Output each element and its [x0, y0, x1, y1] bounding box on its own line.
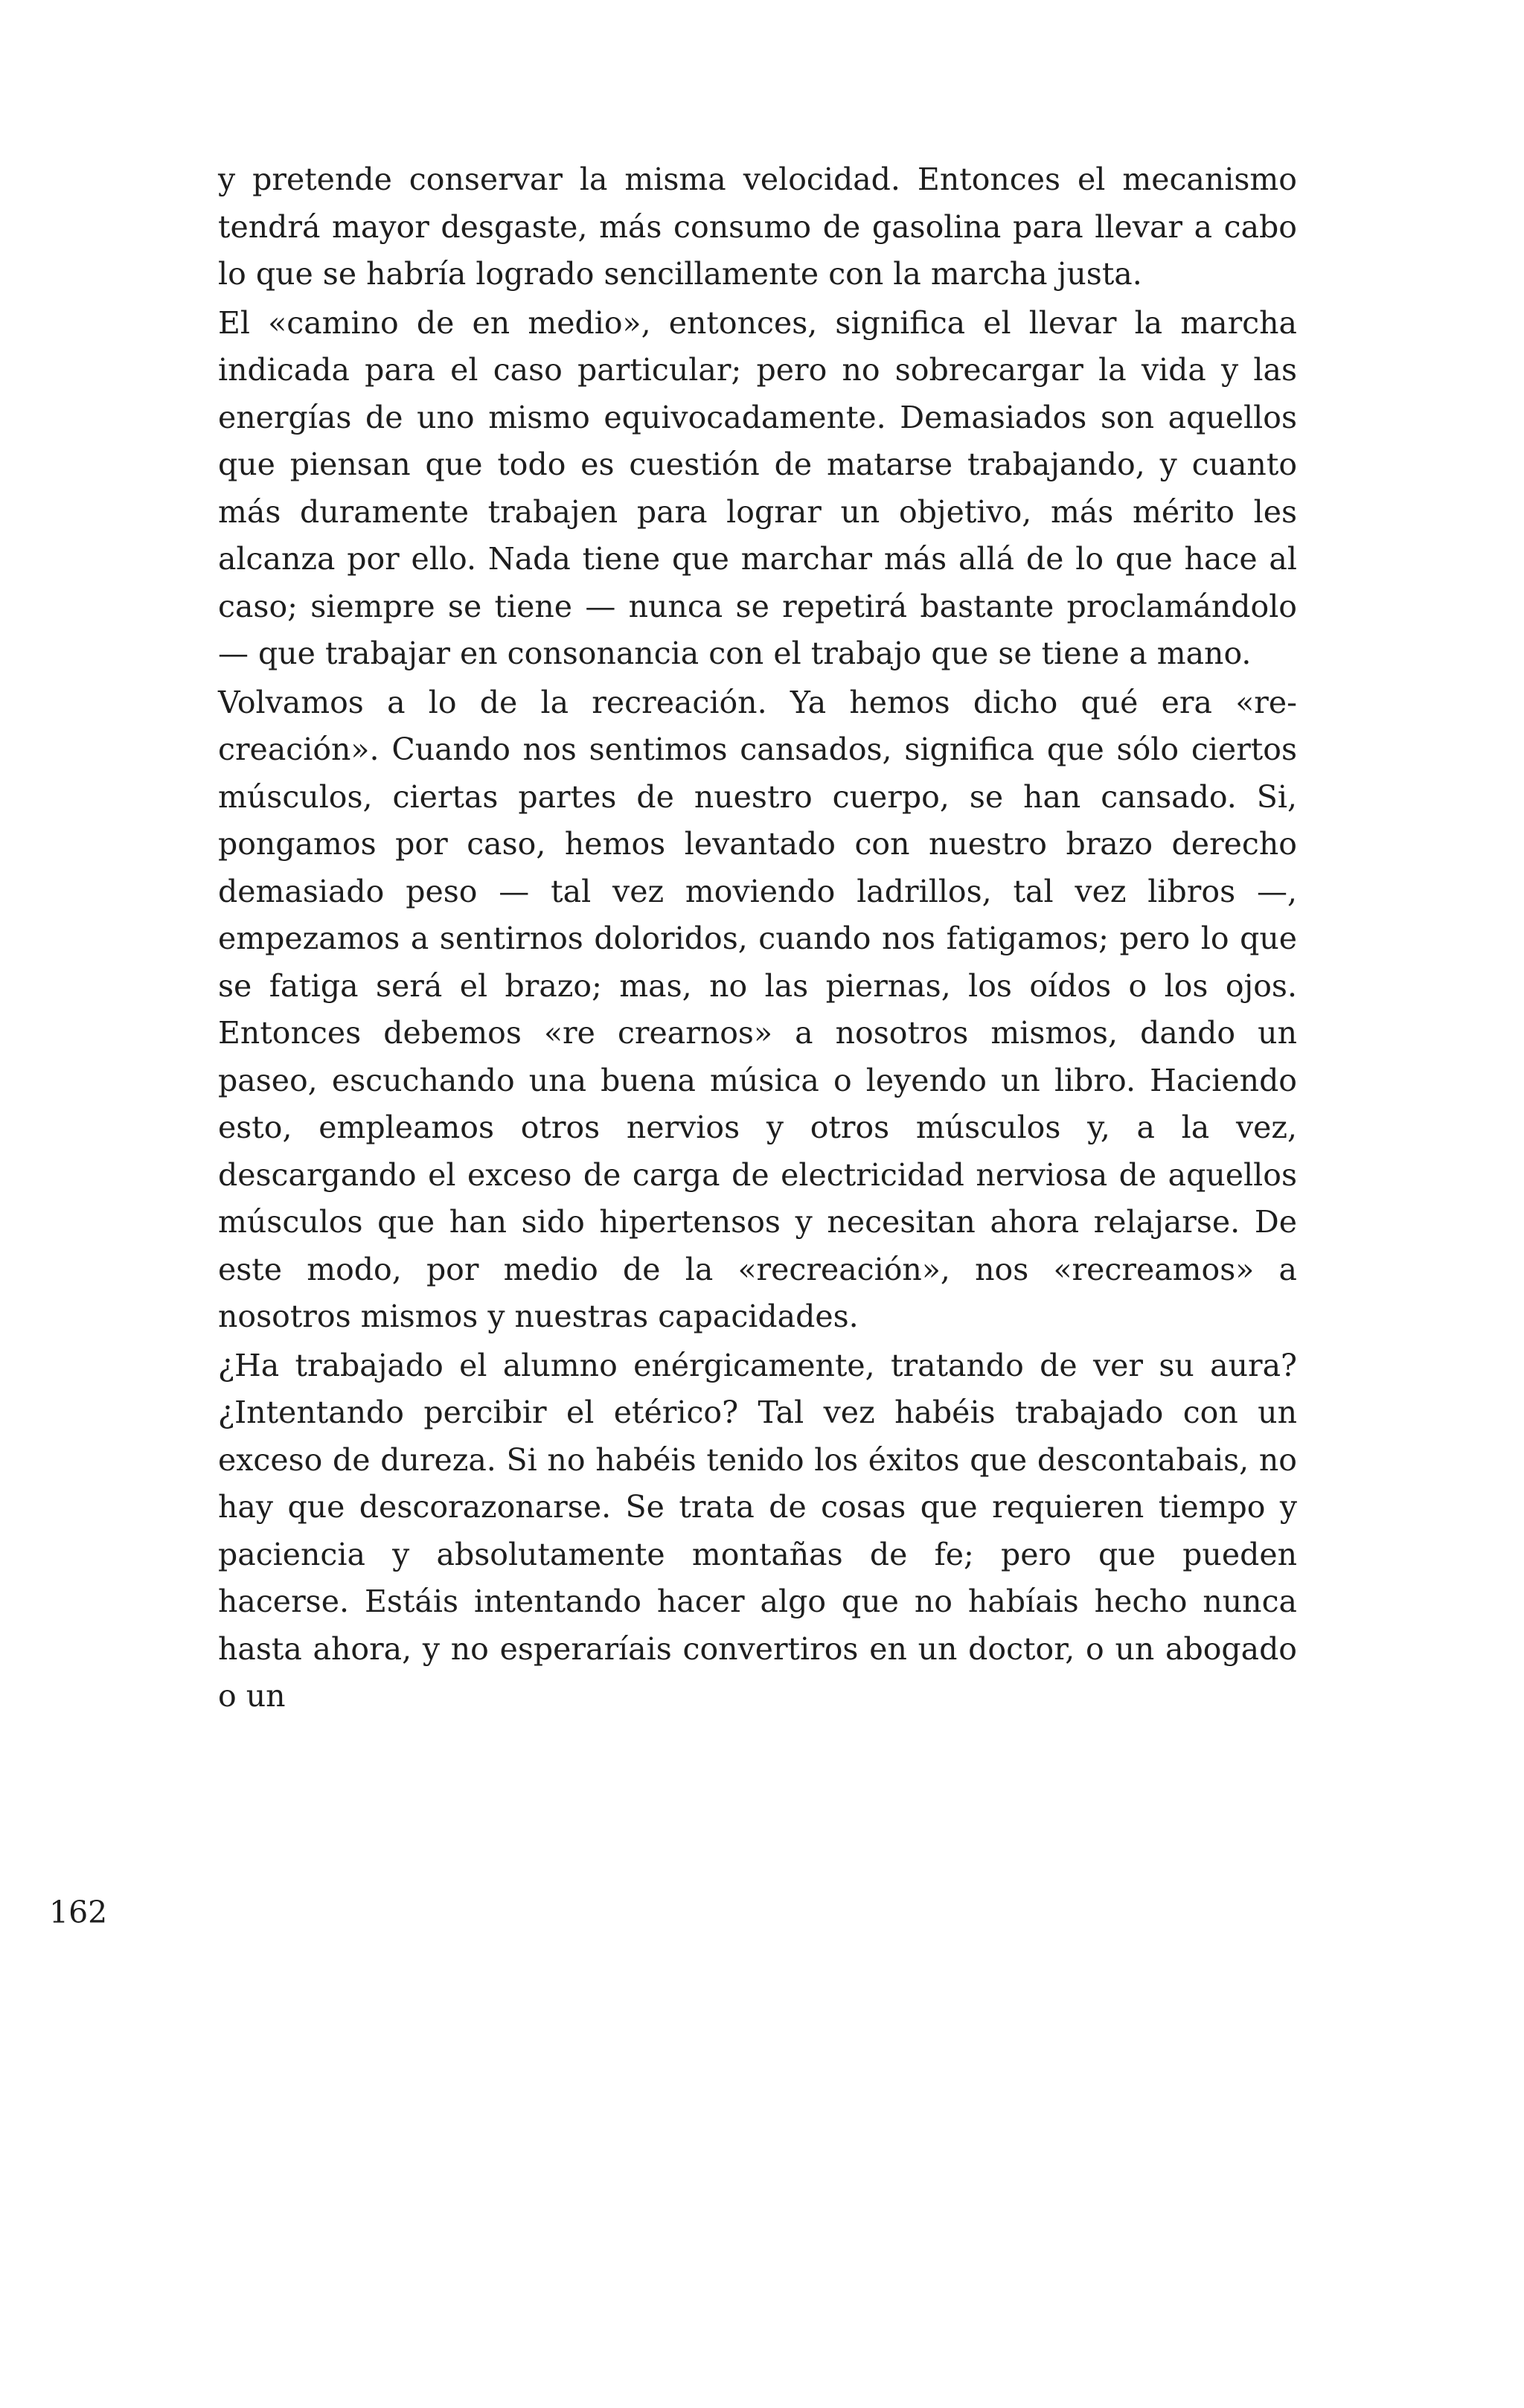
- paragraph-1: y pretende conservar la misma velocidad. Entonces el mecanismo tendrá mayor desgaste, más consumo de gasolina para llevar a cabo lo que se habría logrado sencillamente con la marcha justa.: [218, 161, 1297, 292]
- paragraph-3: Volvamos a lo de la recreación. Ya hemos dicho qué era «re-creación». Cuando nos sentimos cansados, significa que sólo ciertos músculos, ciertas partes de nuestro cuerpo, se han cansado. Si, pongamos por caso, hemos levantado con nuestro brazo derecho demasiado peso — tal vez moviendo ladrillos, tal vez libros —, empezamos a sentirnos doloridos, cuando nos fatigamos; pero lo que se fatiga será el brazo; mas, no las piernas, los oídos o los ojos. Entonces debemos «re crearnos» a nosotros mismos, dando un paseo, escuchando una buena música o leyendo un libro. Haciendo esto, empleamos otros nervios y otros músculos y, a la vez, descargando el exceso de carga de electricidad nerviosa de aquellos músculos que han sido hipertensos y necesitan ahora relajarse. De este modo, por medio de la «recreación», nos «recreamos» a nosotros mismos y nuestras capacidades.: [218, 684, 1297, 1334]
- body-text: [218, 156, 1297, 1720]
- paragraph-4: ¿Ha trabajado el alumno enérgicamente, tratando de ver su aura? ¿Intentando percibir el etérico? Tal vez habéis trabajado con un exceso de dureza. Si no habéis tenido los éxitos que descontabais, no hay que descorazonarse. Se trata de cosas que requieren tiempo y paciencia y absolutamente montañas de fe; pero que pueden hacerse. Estáis intentando hacer algo que no habíais hecho nunca hasta ahora, y no esperaríais convertiros en un doctor, o un abogado o un: [218, 1347, 1297, 1714]
- page-number: 162: [49, 1895, 108, 1930]
- paragraph-2: El «camino de en medio», entonces, significa el llevar la marcha indicada para el caso particular; pero no sobrecargar la vida y las energías de uno mismo equivocadamente. Demasiados son aquellos que piensan que todo es cuestión de matarse trabajando, y cuanto más duramente trabajen para lograr un objetivo, más mérito les alcanza por ello. Nada tiene que marchar más allá de lo que hace al caso; siempre se tiene — nunca se repetirá bastante proclamándolo — que trabajar en consonancia con el trabajo que se tiene a mano.: [218, 304, 1297, 671]
